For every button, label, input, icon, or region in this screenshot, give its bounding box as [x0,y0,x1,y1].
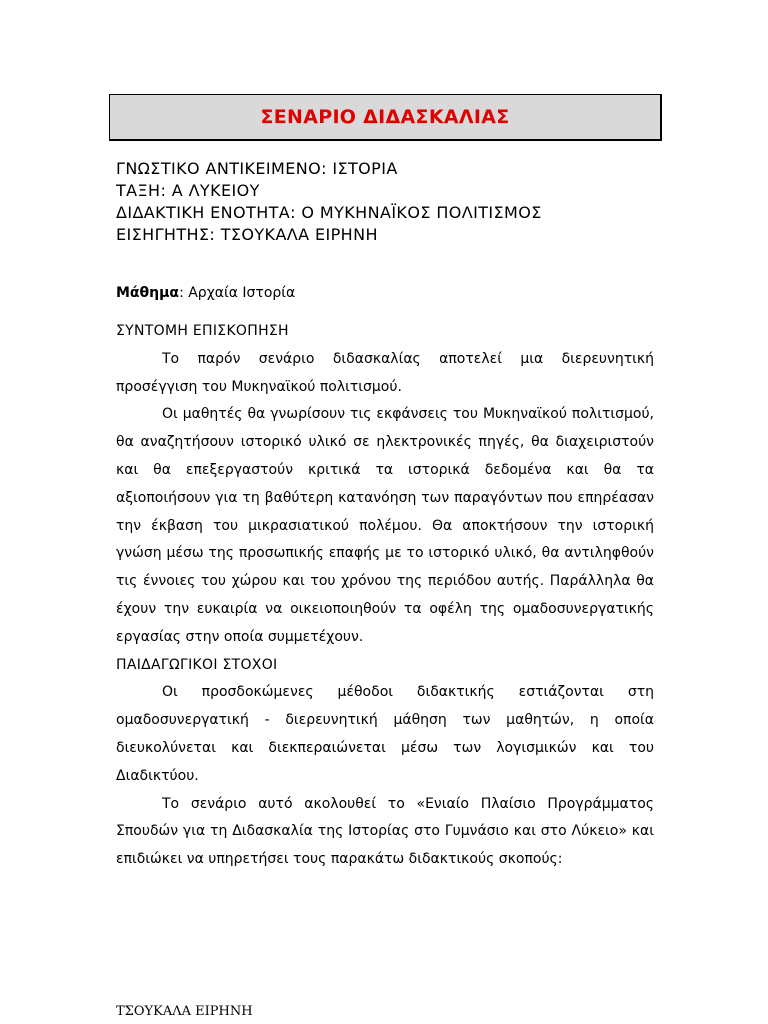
paragraph: Το σενάριο αυτό ακολουθεί το «Ενιαίο Πλαίσιο Προγράμματος Σπουδών για τη Διδασκαλία της Ιστορίας στο Γυμνάσιο και στο Λύκειο» και επιδιώκει να υπηρετήσει τους παρακάτω διδακτικούς σκοπούς: [116,795,654,868]
paragraph: Το παρόν σενάριο διδασκαλίας αποτελεί μια διερευνητική προσέγγιση του Μυκηναϊκού πολιτισμού. [116,350,654,395]
meta-class: ΤΑΞΗ: Α ΛΥΚΕΙΟΥ [116,181,260,200]
title-box [109,94,662,141]
section-heading-overview: ΣΥΝΤΟΜΗ ΕΠΙΣΚΟΠΗΣΗ [116,323,289,339]
course-label: Μάθημα [116,285,180,301]
section-heading-goals: ΠΑΙΔΑΓΩΓΙΚΟΙ ΣΤΟΧΟΙ [116,656,278,673]
document-title: ΣΕΝΑΡΙΟ ΔΙΔΑΣΚΑΛΙΑΣ [260,106,510,128]
document-meta [116,158,676,246]
meta-author: ΕΙΣΗΓΗΤΗΣ: ΤΣΟΥΚΑΛΑ ΕΙΡΗΝΗ [116,225,378,244]
course-value: : Αρχαία Ιστορία [179,285,296,301]
paragraph: Οι προσδοκώμενες μέθοδοι διδακτικής εστιάζονται στη ομαδοσυνεργατική - διερευνητική μάθηση των μαθητών, η οποία διευκολύνεται και διεκπεραιώνεται μέσω των λογισμικών και του Διαδικτύου. [116,684,654,784]
paragraph: Οι μαθητές θα γνωρίσουν τις εκφάνσεις του Μυκηναϊκού πολιτισμού, θα αναζητήσουν ιστορικό υλικό σε ηλεκτρονικές πηγές, θα διαχειριστούν και θα επεξεργαστούν κριτικά τα ιστορικά δεδομένα και θα τα αξιοποιήσουν για τη βαθύτερη κατανόηση των παραγόντων που επηρέασαν την έκβαση του μικρασιατικού πολέμου. Θα αποκτήσουν την ιστορική γνώση μέσω της προσωπικής επαφής με το ιστορικό υλικό, θα αντιληφθούν τις έννοιες του χώρου και του χρόνου της περιόδου αυτής. Παράλληλα θα έχουν την ευκαιρία να οικειοποιηθούν τα οφέλη της ομαδοσυνεργατικής εργασίας στην οποία συμμετέχουν. [116,406,654,645]
meta-subject: ΓΝΩΣΤΙΚΟ ΑΝΤΙΚΕΙΜΕΝΟ: ΙΣΤΟΡΙΑ [116,159,398,178]
course-line [116,283,295,303]
page-footer: ΤΣΟΥΚΑΛΑ ΕΙΡΗΝΗ [116,1004,253,1019]
meta-unit: ΔΙΔΑΚΤΙΚΗ ΕΝΟΤΗΤΑ: Ο ΜΥΚΗΝΑΪΚΟΣ ΠΟΛΙΤΙΣΜΟΣ [116,203,542,222]
document-body [116,318,654,874]
